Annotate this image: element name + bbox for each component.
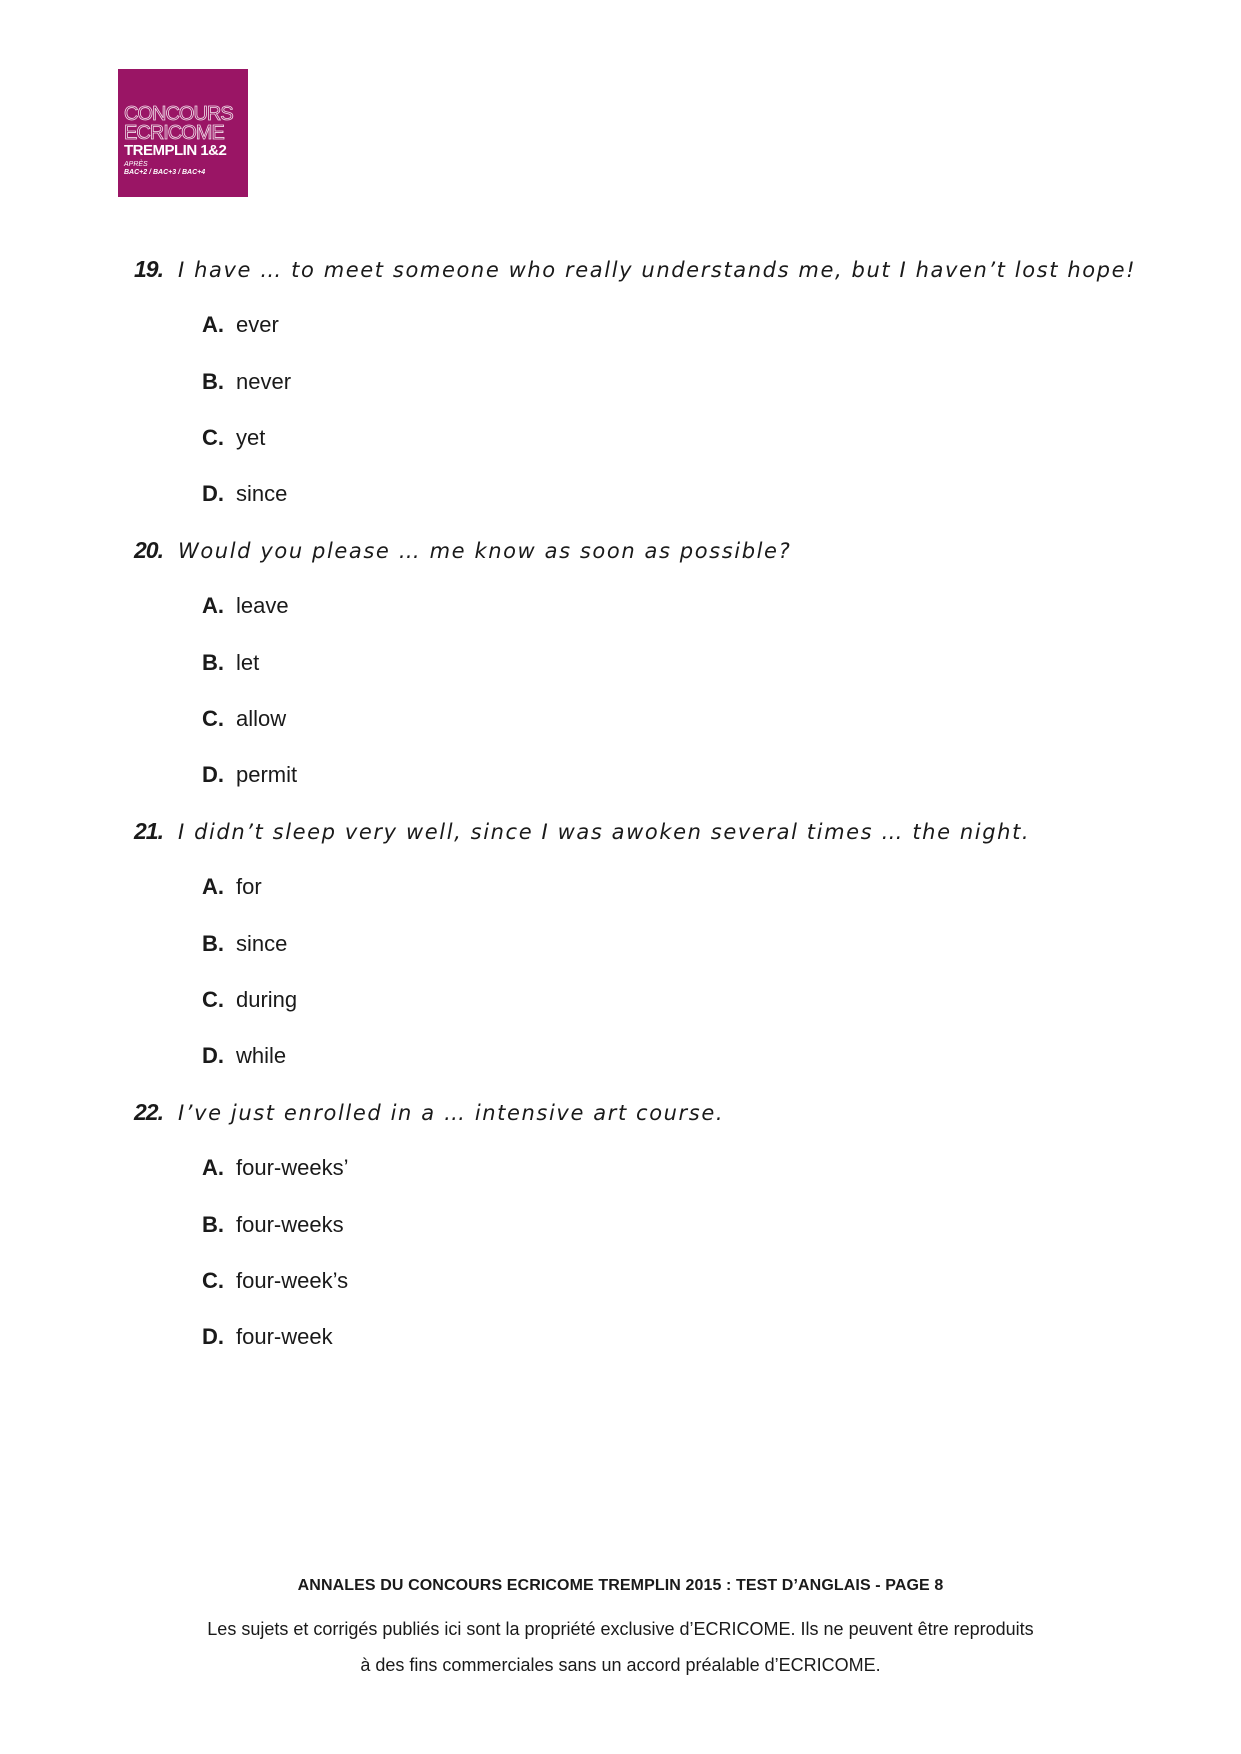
option-19-c xyxy=(202,425,265,451)
option-20-c xyxy=(202,706,286,732)
question-text: I have … to meet someone who really understands me, but I haven’t lost hope! xyxy=(178,258,1137,282)
option-letter: D. xyxy=(202,1043,224,1068)
logo-line-bac: BAC+2 / BAC+3 / BAC+4 xyxy=(124,169,206,176)
question-text: Would you please … me know as soon as possible? xyxy=(178,539,792,563)
option-text: ever xyxy=(236,312,279,337)
option-text: four-week’s xyxy=(236,1268,349,1293)
footer-copyright-line-2: à des fins commerciales sans un accord préalable d’ECRICOME. xyxy=(360,1655,881,1675)
option-19-b xyxy=(202,369,291,395)
option-text: since xyxy=(236,931,288,956)
option-19-a xyxy=(202,312,279,338)
option-letter: B. xyxy=(202,931,224,956)
option-text: let xyxy=(236,650,260,675)
option-20-b xyxy=(202,650,259,676)
logo-line-concours: CONCOURS xyxy=(124,103,233,125)
option-text: since xyxy=(236,481,288,506)
question-20 xyxy=(134,537,791,564)
question-21 xyxy=(134,818,1030,845)
footer-title: ANNALES DU CONCOURS ECRICOME TREMPLIN 2015 : TEST D’ANGLAIS - PAGE 8 xyxy=(297,1577,944,1594)
option-text: yet xyxy=(236,425,266,450)
option-21-c xyxy=(202,987,297,1013)
question-number: 21. xyxy=(134,818,163,844)
option-22-d xyxy=(202,1324,333,1350)
option-20-d xyxy=(202,762,297,788)
option-letter: D. xyxy=(202,481,224,506)
question-number: 20. xyxy=(134,537,163,563)
option-letter: D. xyxy=(202,762,224,787)
option-letter: C. xyxy=(202,706,224,731)
ecricome-logo xyxy=(118,69,248,197)
option-text: during xyxy=(236,987,298,1012)
option-text: allow xyxy=(236,706,287,731)
question-number: 22. xyxy=(134,1099,163,1125)
option-letter: A. xyxy=(202,312,224,337)
logo-line-tremplin: TREMPLIN 1&2 xyxy=(124,142,227,159)
option-letter: B. xyxy=(202,1212,224,1237)
option-text: four-weeks’ xyxy=(236,1155,349,1180)
option-22-b xyxy=(202,1212,344,1238)
logo-line-ecricome: ECRICOME xyxy=(124,122,224,144)
option-text: four-week xyxy=(236,1324,333,1349)
option-22-a xyxy=(202,1155,348,1181)
option-21-b xyxy=(202,931,287,957)
question-number: 19. xyxy=(134,256,163,282)
option-21-d xyxy=(202,1043,286,1069)
option-text: four-weeks xyxy=(236,1212,344,1237)
option-22-c xyxy=(202,1268,348,1294)
footer-copyright-line-1: Les sujets et corrigés publiés ici sont la propriété exclusive d’ECRICOME. Ils ne peuvent être reproduits xyxy=(207,1619,1034,1639)
option-letter: A. xyxy=(202,874,224,899)
question-text: I didn’t sleep very well, since I was awoken several times … the night. xyxy=(178,820,1031,844)
option-letter: D. xyxy=(202,1324,224,1349)
option-text: while xyxy=(236,1043,287,1068)
option-letter: C. xyxy=(202,425,224,450)
option-letter: B. xyxy=(202,369,224,394)
question-22 xyxy=(134,1099,724,1126)
option-letter: C. xyxy=(202,1268,224,1293)
option-letter: C. xyxy=(202,987,224,1012)
question-19 xyxy=(134,256,1136,283)
option-20-a xyxy=(202,593,289,619)
option-text: permit xyxy=(236,762,298,787)
option-19-d xyxy=(202,481,287,507)
option-letter: A. xyxy=(202,593,224,618)
logo-line-apres: APRÈS xyxy=(124,161,148,168)
option-text: leave xyxy=(236,593,289,618)
option-text: for xyxy=(236,874,262,899)
question-text: I’ve just enrolled in a … intensive art course. xyxy=(178,1101,725,1125)
option-21-a xyxy=(202,874,262,900)
option-letter: A. xyxy=(202,1155,224,1180)
option-letter: B. xyxy=(202,650,224,675)
option-text: never xyxy=(236,369,292,394)
